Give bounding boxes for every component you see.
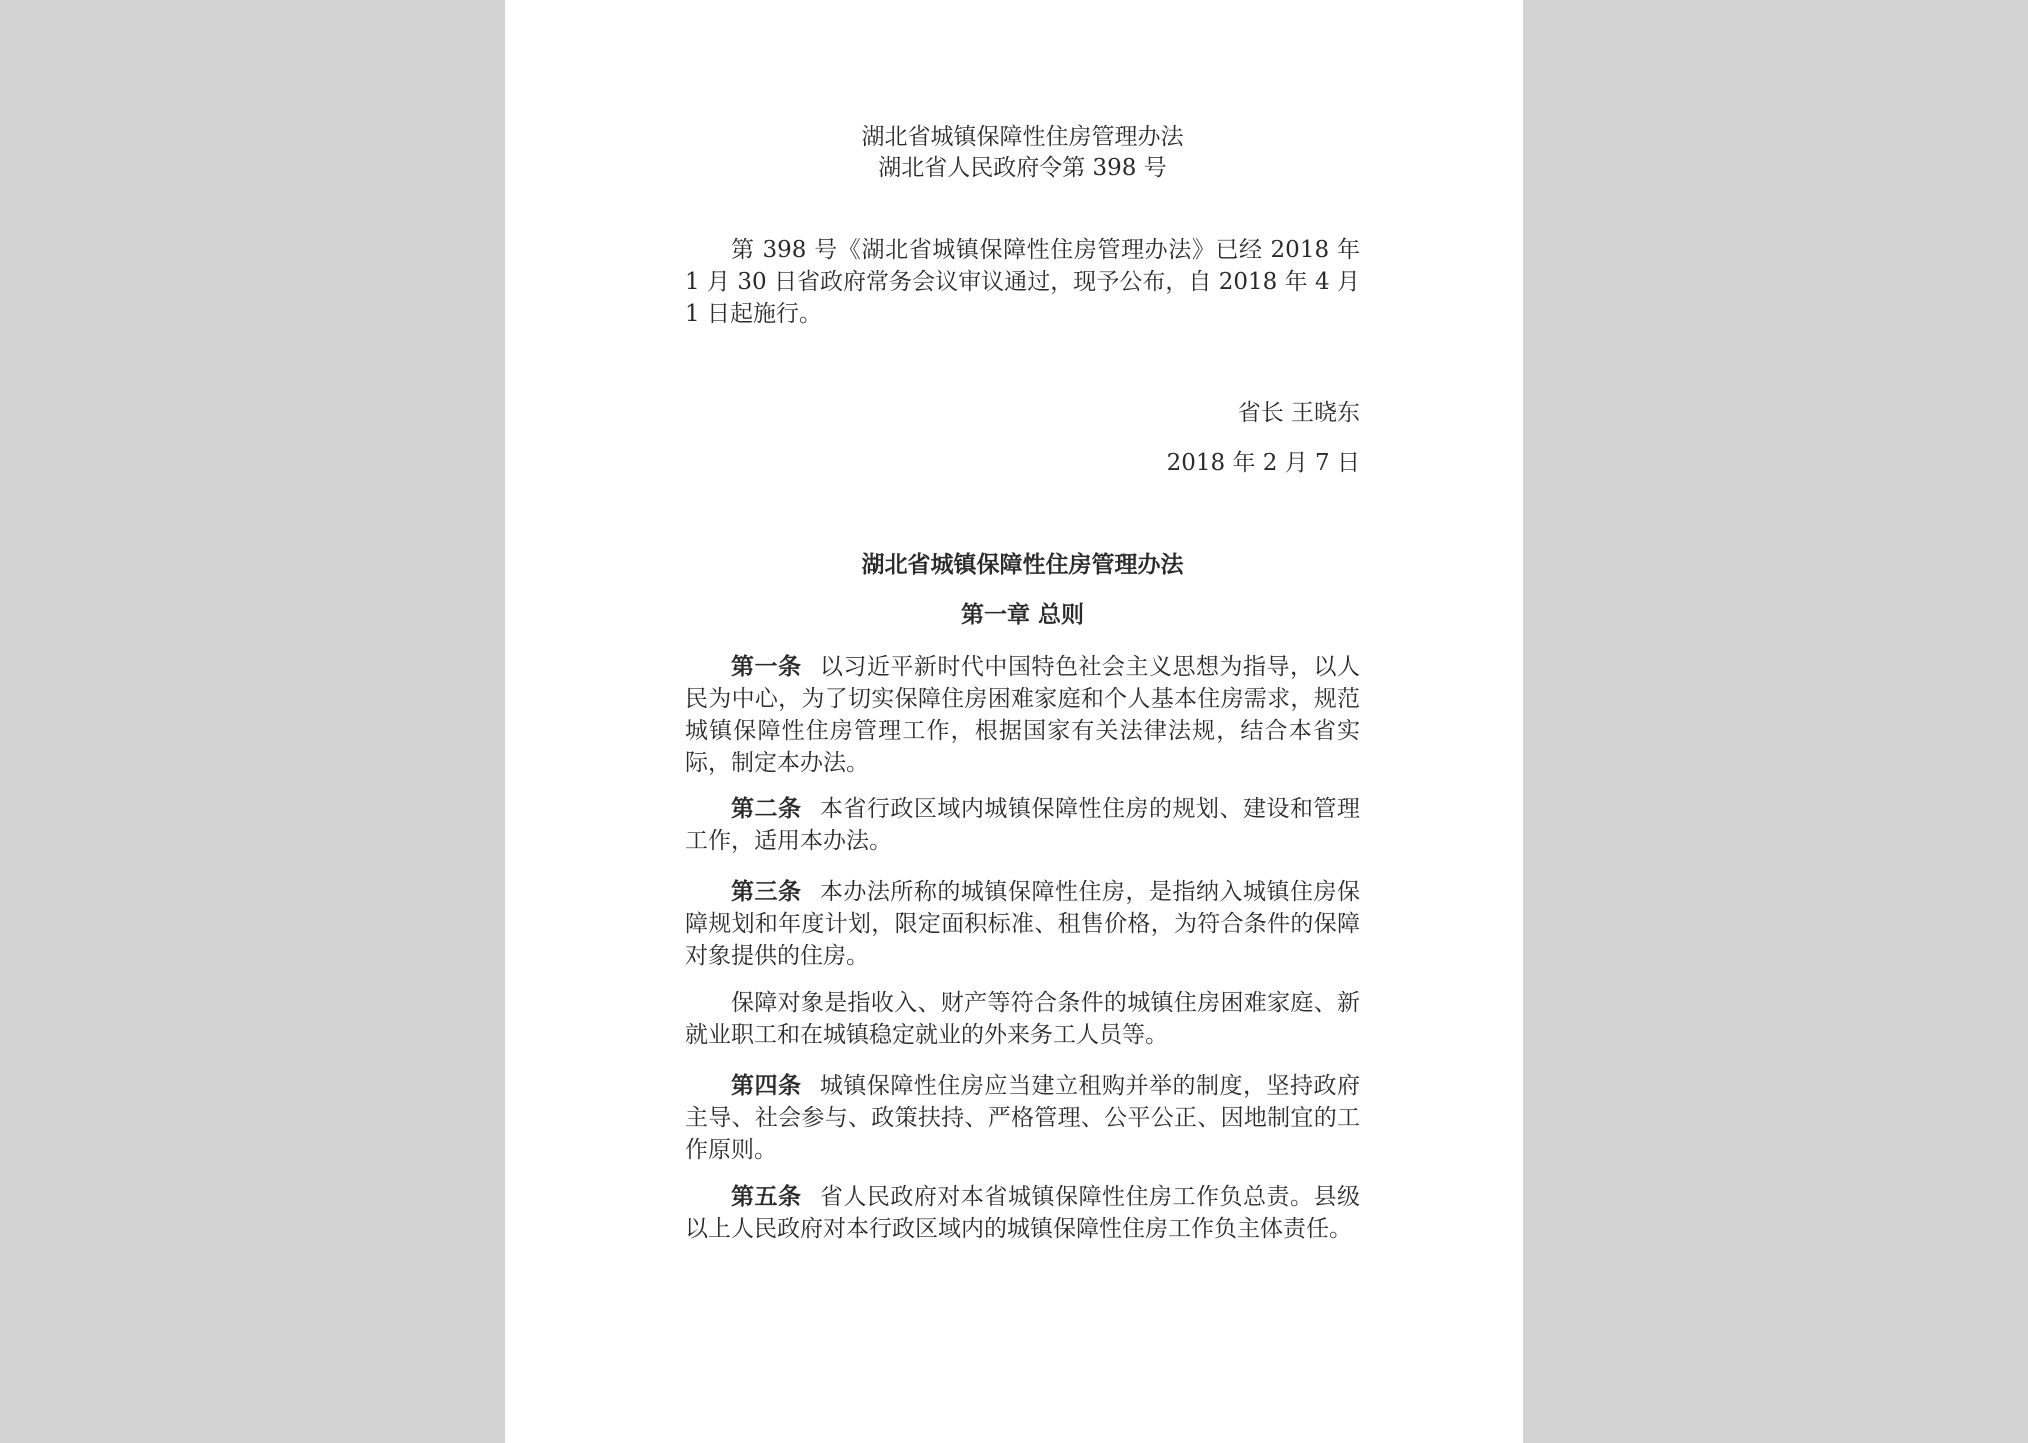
- article-label: 第五条: [731, 1184, 802, 1210]
- article-text: 保障对象是指收入、财产等符合条件的城镇住房困难家庭、新就业职工和在城镇稳定就业的外来务工人员等。: [685, 990, 1360, 1048]
- article-label: 第三条: [731, 879, 802, 905]
- article-text: 城镇保障性住房应当建立租购并举的制度，坚持政府主导、社会参与、政策扶持、严格管理、公平公正、因地制宜的工作原则。: [685, 1073, 1361, 1163]
- article-3: [685, 876, 1360, 972]
- article-1: [685, 651, 1360, 779]
- article-4: [685, 1070, 1360, 1166]
- article-2: [685, 793, 1360, 857]
- article-label: 第一条: [731, 654, 802, 680]
- article-5: [685, 1181, 1360, 1245]
- header-order-number: 湖北省人民政府令第 398 号: [878, 155, 1167, 181]
- document-column: [685, 0, 1360, 1443]
- article-text: 本办法所称的城镇保障性住房，是指纳入城镇住房保障规划和年度计划，限定面积标准、租售价格，为符合条件的保障对象提供的住房。: [685, 879, 1361, 969]
- issue-date: 2018 年 2 月 7 日: [1166, 450, 1360, 476]
- signatory: 省长 王晓东: [1237, 400, 1360, 426]
- chapter-title: 第一章 总则: [960, 602, 1084, 628]
- main-title: 湖北省城镇保障性住房管理办法: [861, 552, 1184, 578]
- intro-paragraph: 第 398 号《湖北省城镇保障性住房管理办法》已经 2018 年 1 月 30 日省政府常务会议审议通过，现予公布，自 2018 年 4 月 1 日起施行。: [685, 237, 1360, 327]
- header-title: 湖北省城镇保障性住房管理办法: [861, 124, 1184, 150]
- article-text: 本省行政区域内城镇保障性住房的规划、建设和管理工作，适用本办法。: [685, 796, 1361, 854]
- article-3-paragraph-2: [685, 987, 1360, 1051]
- article-label: 第四条: [731, 1073, 802, 1099]
- document-page: [505, 0, 1523, 1443]
- article-label: 第二条: [731, 796, 802, 822]
- article-text: 以习近平新时代中国特色社会主义思想为指导，以人民为中心，为了切实保障住房困难家庭和个人基本住房需求，规范城镇保障性住房管理工作，根据国家有关法律法规，结合本省实际，制定本办法。: [685, 654, 1361, 776]
- article-text: 省人民政府对本省城镇保障性住房工作负总责。县级以上人民政府对本行政区域内的城镇保障性住房工作负主体责任。: [685, 1184, 1361, 1242]
